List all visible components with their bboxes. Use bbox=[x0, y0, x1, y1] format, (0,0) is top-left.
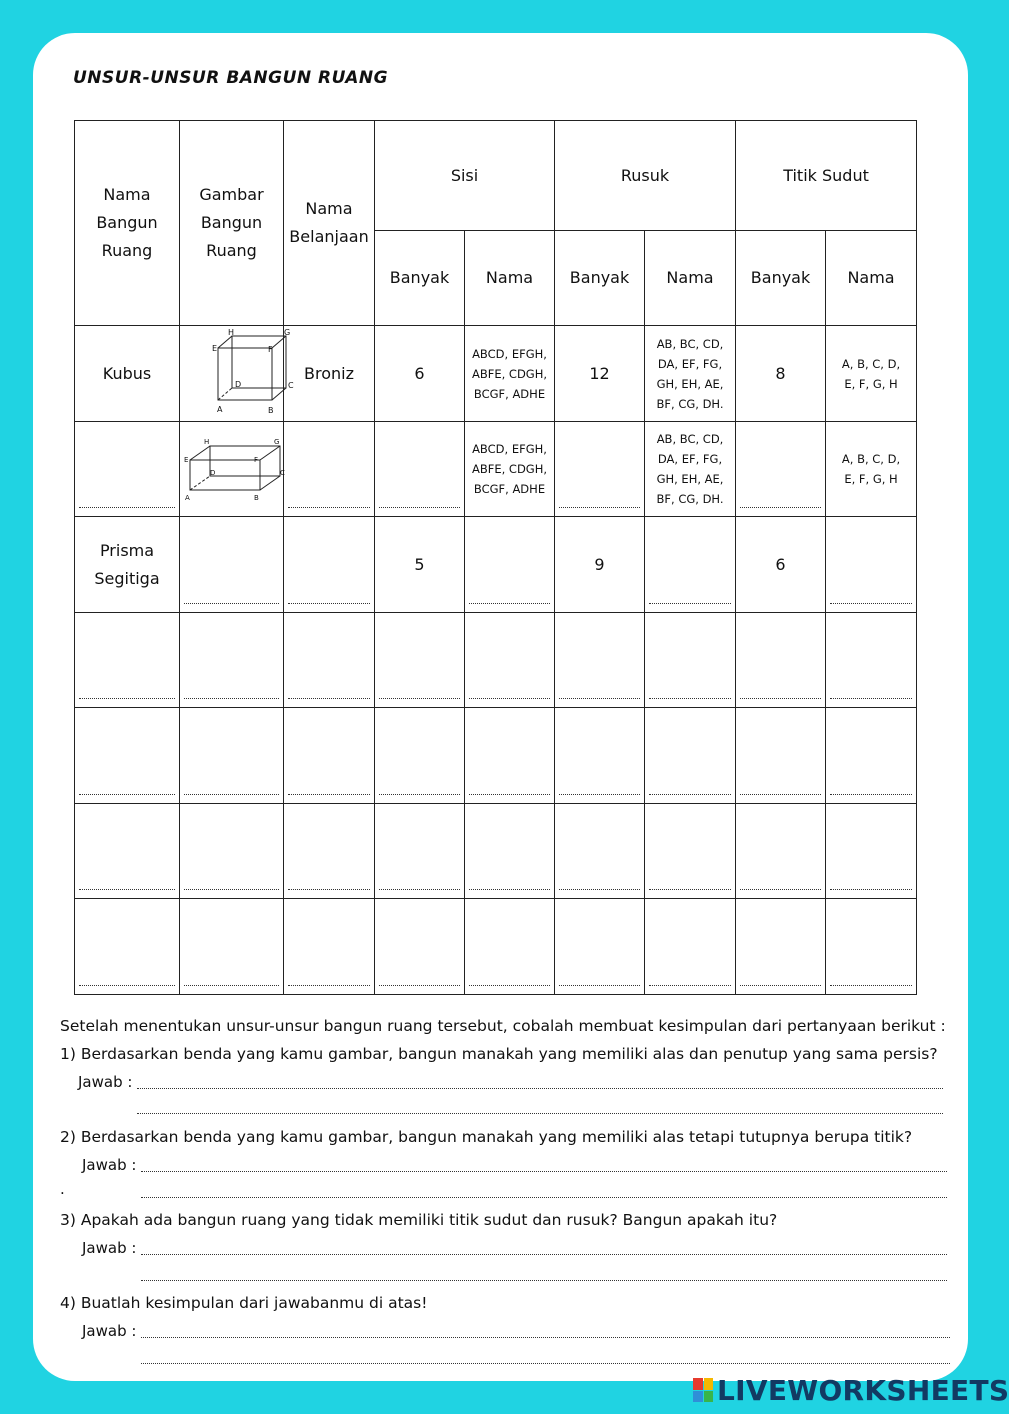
vertex-label: H bbox=[228, 328, 235, 337]
cell-input[interactable] bbox=[645, 613, 736, 708]
vertex-label: C bbox=[280, 469, 285, 477]
cell-nama-bangun-input[interactable] bbox=[75, 422, 180, 517]
cell-input[interactable] bbox=[465, 804, 555, 899]
cell-input[interactable] bbox=[465, 708, 555, 804]
empty-row bbox=[75, 708, 917, 804]
vertex-label: B bbox=[254, 494, 259, 502]
cell-sisi-nama-input[interactable] bbox=[465, 517, 555, 613]
elements-table bbox=[74, 120, 917, 995]
header-sisi-banyak: Banyak bbox=[375, 231, 465, 326]
answer-label-3: Jawab : bbox=[82, 1239, 137, 1257]
cell-input[interactable] bbox=[555, 708, 645, 804]
cell-nama-belanjaan-input[interactable] bbox=[284, 517, 375, 613]
cell-input[interactable] bbox=[826, 708, 917, 804]
cell-input[interactable] bbox=[555, 899, 645, 995]
stray-dot: . bbox=[60, 1180, 65, 1198]
cube-front-face bbox=[218, 348, 272, 400]
header-nama-bangun: Nama Bangun Ruang bbox=[75, 121, 180, 326]
header-gambar-bangun: Gambar Bangun Ruang bbox=[180, 121, 284, 326]
cube-drawing bbox=[192, 328, 294, 420]
cell-input[interactable] bbox=[75, 899, 180, 995]
cell-titik-banyak: 8 bbox=[736, 326, 826, 422]
cell-sisi-nama: ABCD, EFGH, ABFE, CDGH, BCGF, ADHE bbox=[465, 422, 555, 517]
vertex-label: E bbox=[184, 456, 189, 464]
cell-rusuk-nama: AB, BC, CD, DA, EF, FG, GH, EH, AE, BF, CG, DH. bbox=[645, 326, 736, 422]
vertex-label: A bbox=[217, 405, 223, 414]
question-1: 1) Berdasarkan benda yang kamu gambar, bangun manakah yang memiliki alas dan penutup yang sama persis? bbox=[60, 1045, 938, 1063]
cell-input[interactable] bbox=[375, 613, 465, 708]
vertex-label: C bbox=[288, 381, 294, 390]
cell-rusuk-nama-input[interactable] bbox=[645, 517, 736, 613]
intro-text: Setelah menentukan unsur-unsur bangun ruang tersebut, cobalah membuat kesimpulan dari pertanyaan berikut : bbox=[60, 1017, 946, 1035]
header-titik-banyak: Banyak bbox=[736, 231, 826, 326]
cell-input[interactable] bbox=[555, 613, 645, 708]
cell-sisi-banyak: 6 bbox=[375, 326, 465, 422]
header-sisi: Sisi bbox=[375, 121, 555, 231]
cell-input[interactable] bbox=[180, 708, 284, 804]
vertex-label: G bbox=[274, 438, 280, 446]
answer-label-2: Jawab : bbox=[82, 1156, 137, 1174]
cell-input[interactable] bbox=[736, 899, 826, 995]
cell-input[interactable] bbox=[180, 804, 284, 899]
cuboid-drawing bbox=[182, 428, 285, 512]
empty-row bbox=[75, 899, 917, 995]
cell-titik-nama: A, B, C, D, E, F, G, H bbox=[826, 326, 917, 422]
vertex-label: D bbox=[210, 469, 216, 477]
cell-titik-nama: A, B, C, D, E, F, G, H bbox=[826, 422, 917, 517]
header-titik-sudut: Titik Sudut bbox=[736, 121, 917, 231]
cell-input[interactable] bbox=[736, 804, 826, 899]
header-titik-nama: Nama bbox=[826, 231, 917, 326]
cell-input[interactable] bbox=[284, 804, 375, 899]
logo-mark-icon bbox=[693, 1378, 713, 1402]
answer-line-3b[interactable] bbox=[141, 1280, 947, 1281]
cell-input[interactable] bbox=[736, 613, 826, 708]
answer-label-4: Jawab : bbox=[82, 1322, 137, 1340]
worksheet-title: UNSUR-UNSUR BANGUN RUANG bbox=[73, 68, 389, 88]
vertex-label: D bbox=[235, 380, 242, 389]
cell-sisi-banyak: 5 bbox=[375, 517, 465, 613]
header-nama-belanjaan: Nama Belanjaan bbox=[284, 121, 375, 326]
answer-line-3a[interactable] bbox=[141, 1254, 947, 1255]
cell-rusuk-banyak-input[interactable] bbox=[555, 422, 645, 517]
vertex-label: E bbox=[212, 344, 218, 353]
cell-nama-belanjaan-input[interactable] bbox=[284, 422, 375, 517]
cuboid-back-face bbox=[210, 446, 280, 476]
cell-titik-banyak: 6 bbox=[736, 517, 826, 613]
cell-input[interactable] bbox=[645, 804, 736, 899]
cell-input[interactable] bbox=[75, 804, 180, 899]
empty-row bbox=[75, 613, 917, 708]
answer-line-1a[interactable] bbox=[137, 1088, 943, 1089]
cell-input[interactable] bbox=[180, 899, 284, 995]
cell-sisi-banyak-input[interactable] bbox=[375, 422, 465, 517]
cell-input[interactable] bbox=[180, 613, 284, 708]
cell-nama-bangun: Prisma Segitiga bbox=[75, 517, 180, 613]
answer-line-4a[interactable] bbox=[141, 1337, 950, 1338]
cell-nama-bangun: Kubus bbox=[75, 326, 180, 422]
vertex-label: B bbox=[268, 406, 274, 415]
logo-text: LIVEWORKSHEETS bbox=[717, 1373, 1009, 1407]
cuboid-front-face bbox=[190, 460, 260, 490]
cell-input[interactable] bbox=[284, 708, 375, 804]
answer-line-4b[interactable] bbox=[141, 1363, 950, 1364]
cell-input[interactable] bbox=[375, 708, 465, 804]
cell-input[interactable] bbox=[826, 613, 917, 708]
cell-rusuk-banyak: 12 bbox=[555, 326, 645, 422]
cell-input[interactable] bbox=[645, 899, 736, 995]
cell-titik-nama-input[interactable] bbox=[826, 517, 917, 613]
cell-gambar-bangun bbox=[180, 422, 284, 517]
answer-line-2b[interactable] bbox=[141, 1197, 947, 1198]
vertex-label: G bbox=[284, 328, 291, 337]
cell-sisi-nama: ABCD, EFGH, ABFE, CDGH, BCGF, ADHE bbox=[465, 326, 555, 422]
cell-input[interactable] bbox=[645, 708, 736, 804]
liveworksheets-logo bbox=[693, 1373, 1009, 1407]
cell-input[interactable] bbox=[555, 804, 645, 899]
header-sisi-nama: Nama bbox=[465, 231, 555, 326]
cell-input[interactable] bbox=[375, 804, 465, 899]
cell-input[interactable] bbox=[284, 613, 375, 708]
answer-label-1: Jawab : bbox=[78, 1073, 133, 1091]
answer-line-1b[interactable] bbox=[137, 1113, 943, 1114]
empty-row bbox=[75, 804, 917, 899]
header-rusuk-banyak: Banyak bbox=[555, 231, 645, 326]
cell-rusuk-banyak: 9 bbox=[555, 517, 645, 613]
cell-input[interactable] bbox=[75, 708, 180, 804]
cell-input[interactable] bbox=[75, 613, 180, 708]
question-2: 2) Berdasarkan benda yang kamu gambar, bangun manakah yang memiliki alas tetapi tutupnya berupa titik? bbox=[60, 1128, 913, 1146]
cell-input[interactable] bbox=[465, 613, 555, 708]
cell-input[interactable] bbox=[375, 899, 465, 995]
cell-rusuk-nama: AB, BC, CD, DA, EF, FG, GH, EH, AE, BF, CG, DH. bbox=[645, 422, 736, 517]
vertex-label: F bbox=[268, 345, 273, 354]
cell-nama-belanjaan: Broniz bbox=[284, 326, 375, 422]
vertex-label: A bbox=[185, 494, 190, 502]
cell-gambar-bangun bbox=[180, 326, 294, 422]
vertex-label: F bbox=[254, 456, 259, 464]
cell-input[interactable] bbox=[736, 708, 826, 804]
question-3: 3) Apakah ada bangun ruang yang tidak memiliki titik sudut dan rusuk? Bangun apakah itu? bbox=[60, 1211, 778, 1229]
vertex-label: H bbox=[204, 438, 210, 446]
header-rusuk-nama: Nama bbox=[645, 231, 736, 326]
question-4: 4) Buatlah kesimpulan dari jawabanmu di atas! bbox=[60, 1294, 428, 1312]
cell-input[interactable] bbox=[465, 899, 555, 995]
cell-gambar-bangun-input[interactable] bbox=[180, 517, 284, 613]
cell-titik-banyak-input[interactable] bbox=[736, 422, 826, 517]
header-rusuk: Rusuk bbox=[555, 121, 736, 231]
answer-line-2a[interactable] bbox=[141, 1171, 947, 1172]
cell-input[interactable] bbox=[284, 899, 375, 995]
cell-input[interactable] bbox=[826, 804, 917, 899]
cell-input[interactable] bbox=[826, 899, 917, 995]
